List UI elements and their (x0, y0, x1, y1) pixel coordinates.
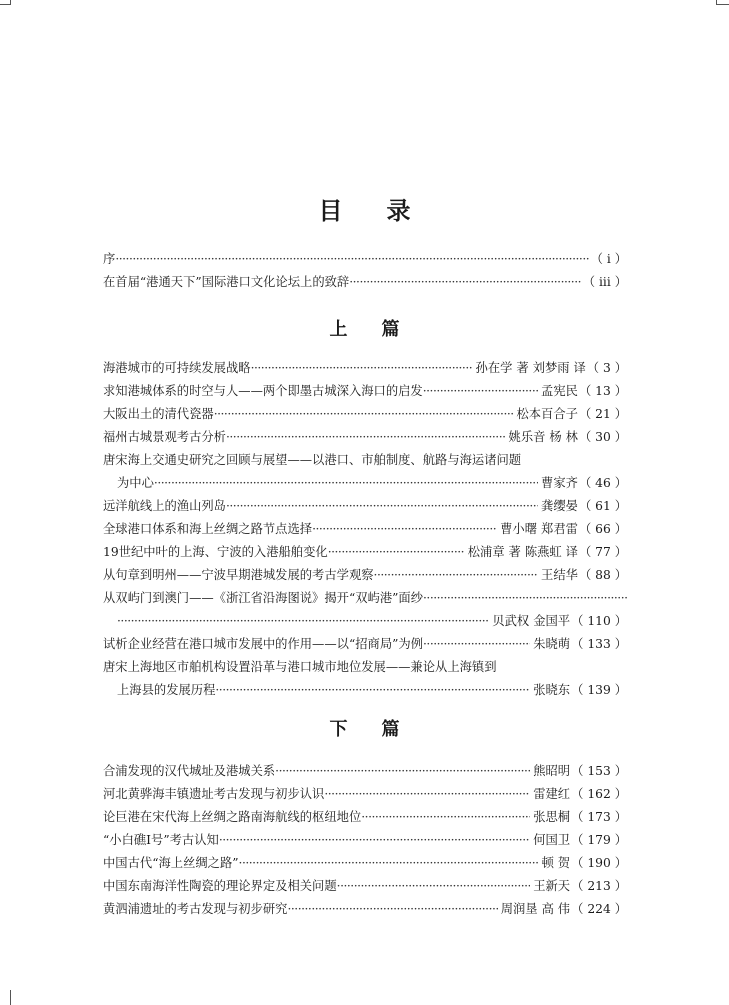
crop-mark-top-right (716, 4, 729, 5)
page-number: （ 66 ） (578, 522, 627, 536)
entry-author: 曹小曙 (500, 522, 538, 536)
toc-entry[interactable] (103, 610, 627, 633)
page-number: （ 173 ） (571, 810, 627, 824)
page-number: （ 88 ） (578, 568, 627, 582)
toc-entry[interactable] (103, 564, 627, 587)
page-number: （ 179 ） (571, 833, 627, 847)
page-number: （ 77 ） (578, 545, 627, 559)
dot-leader (115, 248, 589, 271)
entry-author: 何国卫 (533, 833, 571, 847)
entry-author: 王新天 (533, 879, 571, 893)
entry-author: 龚缨晏 (541, 499, 578, 513)
dot-leader (423, 587, 627, 610)
entry-author: 周润垦 (500, 902, 538, 916)
toc-entry[interactable] (103, 806, 627, 829)
entry-author: 刘梦雨 译 (532, 361, 586, 375)
entry-title: 19世纪中叶的上海、宁波的入港船舶变化 (103, 545, 328, 559)
entry-author: 孟宪民 (541, 384, 578, 398)
entry-author: 熊昭明 (533, 764, 571, 778)
entry-title: 论巨港在宋代海上丝绸之路南海航线的枢纽地位 (103, 810, 362, 824)
crop-mark-bottom-left (10, 990, 11, 1005)
entry-author: 郑君雷 (541, 522, 578, 536)
crop-mark-top-left-vertical (10, 0, 11, 5)
toc-entry[interactable] (103, 426, 627, 449)
toc-entry[interactable] (103, 248, 627, 271)
dot-leader (275, 760, 530, 783)
dot-leader (226, 426, 506, 449)
toc-entry[interactable] (103, 541, 627, 564)
entry-title: 序 (103, 252, 116, 266)
dot-leader (287, 898, 497, 921)
page-number: （ 3 ） (586, 361, 627, 375)
page-number: （ 21 ） (578, 407, 627, 421)
entry-author: 曹家齐 (541, 476, 578, 490)
page-number: （ 190 ） (571, 856, 627, 870)
page-number: （ i ） (590, 252, 627, 266)
page-number: （ 162 ） (571, 787, 627, 801)
toc-entry[interactable] (103, 760, 627, 783)
page-number: （ 61 ） (578, 499, 627, 513)
toc-entry[interactable] (103, 783, 627, 806)
entry-author: 孙在学 著 (475, 361, 529, 375)
entry-author: 金国平 (533, 614, 571, 628)
page-number: （ 13 ） (578, 384, 627, 398)
entry-title: 大阪出土的清代瓷器 (103, 407, 214, 421)
page-number: （ 110 ） (571, 614, 627, 628)
entry-title: 福州古城景观考古分析 (103, 430, 226, 444)
toc-entry[interactable] (103, 518, 627, 541)
page-number: （ 30 ） (578, 430, 627, 444)
dot-leader (219, 829, 530, 852)
entry-title: 从句章到明州——宁波早期港城发展的考古学观察 (103, 568, 374, 582)
toc-entry[interactable] (103, 403, 627, 426)
toc-part2 (103, 760, 627, 921)
dot-leader (337, 875, 531, 898)
page-number: （ 139 ） (571, 683, 627, 697)
entry-author: 高 伟 (541, 902, 571, 916)
entry-author: 松浦章 著 (467, 545, 521, 559)
page-number: （ 224 ） (571, 902, 627, 916)
entry-title: 中国东南海洋性陶瓷的理论界定及相关问题 (103, 879, 337, 893)
dot-leader (328, 541, 465, 564)
dot-leader (251, 357, 473, 380)
entry-author: 朱晓萌 (533, 637, 571, 651)
entry-author: 杨 林 (549, 430, 578, 444)
toc-entry[interactable] (103, 852, 627, 875)
dot-leader (117, 610, 489, 633)
dot-leader (312, 518, 497, 541)
entry-author: 松本百合子 (516, 407, 578, 421)
toc-entry[interactable] (103, 679, 627, 702)
entry-title: 上海县的发展历程 (117, 683, 216, 697)
entry-author: 贝武权 (492, 614, 530, 628)
crop-mark-top-right-vertical (716, 0, 717, 5)
toc-entry[interactable] (103, 472, 627, 495)
toc-entry[interactable] (103, 449, 627, 472)
entry-title: 为中心 (117, 476, 154, 490)
dot-leader (154, 472, 538, 495)
toc-entry[interactable] (103, 875, 627, 898)
toc-entry[interactable] (103, 587, 627, 610)
toc-entry[interactable] (103, 495, 627, 518)
dot-leader (423, 633, 530, 656)
section-title-part1: 上篇 (329, 319, 434, 340)
toc-entry[interactable] (103, 656, 627, 679)
page-number: （ iii ） (582, 275, 627, 289)
entry-title: 从双屿门到澳门——《浙江省沿海图说》揭开“双屿港”面纱 (103, 591, 423, 605)
section-title-part2: 下篇 (329, 719, 434, 740)
entry-title: 黄泗浦遗址的考古发现与初步研究 (103, 902, 288, 916)
entry-title: 合浦发现的汉代城址及港城关系 (103, 764, 276, 778)
dot-leader (349, 271, 582, 294)
toc-entry[interactable] (103, 633, 627, 656)
page-number: （ 46 ） (578, 476, 627, 490)
entry-title: 全球港口体系和海上丝绸之路节点选择 (103, 522, 313, 536)
toc-entry[interactable] (103, 271, 627, 294)
entry-title: 在首届“港通天下”国际港口文化论坛上的致辞 (103, 275, 350, 289)
toc-entry[interactable] (103, 357, 627, 380)
toc-entry[interactable] (103, 898, 627, 921)
page-number: （ 153 ） (571, 764, 627, 778)
entry-author: 雷建红 (533, 787, 571, 801)
dot-leader (361, 806, 530, 829)
entry-author: 姚乐音 (508, 430, 546, 444)
dot-leader (214, 403, 514, 426)
toc-entry[interactable] (103, 380, 627, 403)
entry-author: 陈燕虹 译 (524, 545, 578, 559)
toc-front-matter (103, 248, 627, 294)
entry-title: 唐宋海上交通史研究之回顾与展望——以港口、市舶制度、航路与海运诸问题 (103, 453, 522, 467)
crop-mark-top-left (0, 4, 10, 5)
entry-author: 张思桐 (533, 810, 571, 824)
entry-title: 试析企业经营在港口城市发展中的作用——以“招商局”为例 (103, 637, 423, 651)
entry-title: “小白礁Ⅰ号”考古认知 (103, 833, 219, 847)
dot-leader (324, 783, 530, 806)
entry-title: 求知港城体系的时空与人——两个即墨古城深入海口的启发 (103, 384, 423, 398)
entry-author: 顿 贺 (541, 856, 571, 870)
entry-title: 远洋航线上的渔山列岛 (103, 499, 226, 513)
entry-title: 中国古代“海上丝绸之路” (103, 856, 239, 870)
entry-title: 河北黄骅海丰镇遗址考古发现与初步认识 (103, 787, 325, 801)
page-number: （ 133 ） (571, 637, 627, 651)
dot-leader (226, 495, 538, 518)
entry-title: 海港城市的可持续发展战略 (103, 361, 251, 375)
entry-author: 张晓东 (533, 683, 571, 697)
dot-leader (374, 564, 538, 587)
toc-part1 (103, 357, 627, 702)
entry-title: 唐宋上海地区市舶机构设置沿革与港口城市地位发展——兼论从上海镇到 (103, 660, 497, 674)
entry-author: 王结华 (541, 568, 578, 582)
toc-entry[interactable] (103, 829, 627, 852)
dot-leader (215, 679, 530, 702)
page-number: （ 213 ） (571, 879, 627, 893)
dot-leader (239, 852, 539, 875)
page-title: 目录 (318, 197, 455, 225)
dot-leader (423, 380, 538, 403)
